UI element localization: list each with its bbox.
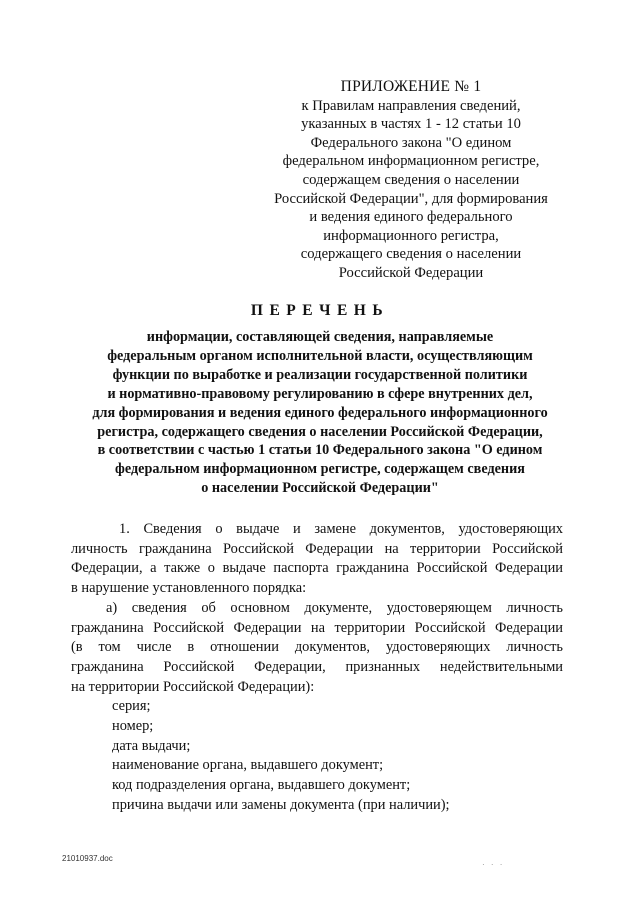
appendix-line: и ведения единого федерального — [309, 209, 513, 226]
document-subtitle — [40, 328, 600, 498]
appendix-line: Федерального закона "О едином — [310, 134, 512, 151]
paragraph-line: Федерации, а также о выдаче паспорта гражданина Российской Федерации — [71, 560, 563, 577]
appendix-line: федеральном информационном регистре, — [282, 153, 540, 170]
paragraph-line: (в том числе в отношении документов, удостоверяющих личность — [71, 639, 563, 656]
list-item: причина выдачи или замены документа (при наличии); — [112, 796, 450, 813]
appendix-line: указанных в частях 1 - 12 статьи 10 — [301, 116, 521, 133]
list-item: наименование органа, выдавшего документ; — [112, 757, 384, 774]
subtitle-line: для формирования и ведения единого федерального информационного — [92, 404, 548, 421]
paragraph-line: а) сведения об основном документе, удостоверяющем личность — [106, 599, 563, 616]
subtitle-line: регистра, содержащего сведения о населении Российской Федерации, — [97, 423, 543, 440]
paragraph-line: в нарушение установленного порядка: — [71, 580, 307, 597]
appendix-line: Российской Федерации", для формирования — [274, 190, 548, 207]
subtitle-line: в соответствии с частью 1 статьи 10 Федерального закона "О едином — [97, 442, 543, 459]
subtitle-line: и нормативно-правовому регулированию в сфере внутренних дел, — [107, 385, 533, 402]
paragraph-line: личность гражданина Российской Федерации на территории Российской — [71, 540, 563, 557]
list-item: серия; — [112, 698, 151, 715]
paragraph-line: гражданина Российской Федерации, признанных недействительными — [71, 658, 563, 675]
appendix-line: к Правилам направления сведений, — [301, 97, 521, 114]
appendix-header — [262, 78, 560, 283]
document-title: ПЕРЕЧЕНЬ — [250, 302, 390, 319]
footer-filename: 21010937.doc — [62, 854, 113, 863]
appendix-line: Российской Федерации — [338, 264, 484, 281]
paragraph-line: гражданина Российской Федерации на территории Российской Федерации — [71, 619, 563, 636]
scan-artifact: · · · — [482, 860, 505, 869]
appendix-line: информационного регистра, — [323, 227, 499, 244]
subtitle-line: функции по выработке и реализации государственной политики — [112, 366, 528, 383]
paragraph-line: 1. Сведения о выдаче и замене документов, удостоверяющих — [119, 521, 563, 537]
appendix-title: ПРИЛОЖЕНИЕ № 1 — [340, 78, 482, 95]
subtitle-line: федеральным органом исполнительной власти, осуществляющим — [107, 347, 533, 364]
paragraph-line: на территории Российской Федерации): — [71, 678, 315, 695]
document-body — [71, 520, 563, 816]
appendix-line: содержащего сведения о населении — [300, 246, 522, 263]
list-item: номер; — [112, 718, 154, 735]
list-item: код подразделения органа, выдавшего документ; — [112, 777, 411, 794]
subtitle-line: федеральном информационном регистре, содержащем сведения — [115, 461, 525, 478]
subtitle-line: информации, составляющей сведения, направляемые — [146, 329, 494, 345]
subtitle-line: о населении Российской Федерации" — [201, 480, 439, 497]
list-item: дата выдачи; — [112, 737, 191, 754]
appendix-line: содержащем сведения о населении — [302, 171, 520, 188]
